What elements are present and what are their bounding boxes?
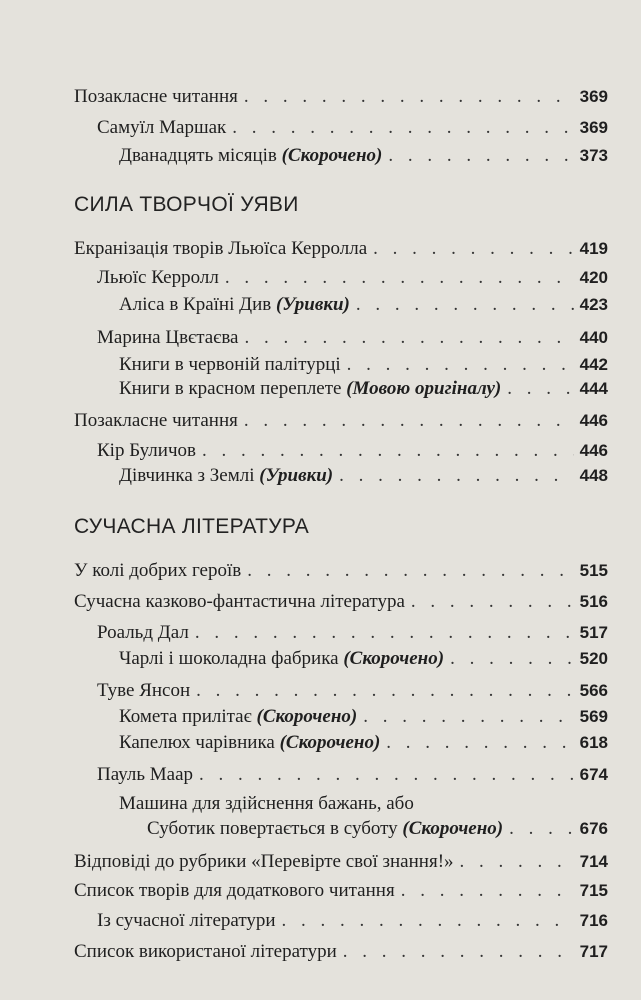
- entry-title: Туве Янсон: [97, 680, 191, 701]
- page-number: 442: [579, 355, 608, 374]
- entry-title: Дівчинка з Землі: [119, 465, 260, 486]
- toc-entry: [97, 440, 608, 464]
- leader-dots: [195, 622, 574, 644]
- entry-title: Книги в червоній палітурці: [119, 354, 341, 375]
- entry-title: Льюїс Керролл: [97, 267, 219, 288]
- leader-dots: [509, 818, 574, 840]
- toc-entry: [97, 622, 608, 646]
- entry-title: Чарлі і шоколадна фабрика: [119, 648, 344, 669]
- toc-entry: [74, 591, 608, 615]
- leader-dots: [244, 410, 574, 432]
- page-number: 419: [579, 239, 608, 258]
- page-number: 714: [579, 852, 608, 871]
- entry-title: Пауль Маар: [97, 764, 194, 785]
- entry-title: Марина Цвєтаєва: [97, 327, 239, 348]
- entry-title: Капелюх чарівника: [119, 732, 280, 753]
- toc-entry: [119, 378, 608, 402]
- leader-dots: [225, 267, 574, 289]
- leader-dots: [339, 465, 574, 487]
- entry-note: (Уривки): [275, 294, 350, 315]
- toc-entry: [97, 764, 608, 788]
- page-number: 618: [579, 733, 608, 752]
- toc-entry: [119, 732, 608, 756]
- leader-dots: [196, 680, 573, 702]
- leader-dots: [244, 327, 573, 349]
- page-number: 373: [579, 146, 608, 165]
- leader-dots: [247, 560, 573, 582]
- toc-entry: [97, 910, 608, 934]
- page-number: 448: [579, 466, 608, 485]
- page-number: 446: [579, 411, 608, 430]
- leader-dots: [363, 706, 573, 728]
- page-number: 440: [579, 328, 608, 347]
- page-number: 520: [579, 649, 608, 668]
- entry-note: (Скорочено): [279, 732, 381, 753]
- toc-entry: [119, 465, 608, 489]
- leader-dots: [460, 851, 574, 873]
- page-number: 369: [579, 118, 608, 137]
- toc-entry: [74, 238, 608, 262]
- toc-entry: [119, 648, 608, 672]
- leader-dots: [282, 910, 574, 932]
- leader-dots: [356, 294, 574, 316]
- leader-dots: [199, 764, 574, 786]
- page-number: 369: [579, 87, 608, 106]
- entry-title: Кір Буличов: [97, 440, 196, 461]
- leader-dots: [386, 732, 573, 754]
- section-heading: СИЛА ТВОРЧОЇ УЯВИ: [74, 193, 299, 216]
- leader-dots: [450, 648, 574, 670]
- toc-entry: [74, 880, 608, 904]
- entry-title: Самуїл Маршак: [97, 117, 227, 138]
- entry-title: Позакласне читання: [74, 410, 238, 431]
- page-number: 446: [579, 441, 608, 460]
- page-number: 420: [579, 268, 608, 287]
- entry-title: Сучасна казково-фантастична література: [74, 591, 405, 612]
- leader-dots: [373, 238, 573, 260]
- leader-dots: [343, 941, 574, 963]
- entry-note: (Скорочено): [281, 145, 383, 166]
- toc-entry: [119, 354, 608, 378]
- entry-title: Список використаної літератури: [74, 941, 337, 962]
- leader-dots: [232, 117, 573, 139]
- leader-dots: [347, 354, 574, 376]
- page-number: 674: [579, 765, 608, 784]
- entry-title: Позакласне читання: [74, 86, 238, 107]
- page-number: 566: [579, 681, 608, 700]
- entry-note: (Уривки): [259, 465, 334, 486]
- leader-dots: [507, 378, 573, 400]
- page-number: 717: [579, 942, 608, 961]
- entry-note: (Скорочено): [402, 818, 504, 839]
- leader-dots: [401, 880, 574, 902]
- entry-note: (Скорочено): [256, 706, 358, 727]
- toc-entry: [97, 680, 608, 704]
- entry-title: Комета прилітає: [119, 706, 257, 727]
- toc-entry: [74, 410, 608, 434]
- toc-entry: [147, 818, 608, 842]
- toc-entry: [74, 86, 608, 110]
- leader-dots: [244, 86, 574, 108]
- page-number: 676: [579, 819, 608, 838]
- toc-entry: [74, 851, 608, 875]
- page-number: 569: [579, 707, 608, 726]
- page-number: 515: [579, 561, 608, 580]
- entry-title: Дванадцять місяців: [119, 145, 282, 166]
- entry-title: Відповіді до рубрики «Перевірте свої знання!»: [74, 851, 454, 872]
- toc-entry: [74, 560, 608, 584]
- section-heading: СУЧАСНА ЛІТЕРАТУРА: [74, 515, 310, 538]
- toc-entry: [119, 145, 608, 169]
- entry-title: Екранізація творів Льюїса Керролла: [74, 238, 368, 259]
- entry-title-line: Машина для здійснення бажань, або: [119, 793, 414, 814]
- toc-entry: [119, 294, 608, 318]
- entry-title: Суботик повертається в суботу: [147, 818, 403, 839]
- page-number: 716: [579, 911, 608, 930]
- leader-dots: [411, 591, 574, 613]
- entry-note: (Мовою оригіналу): [346, 378, 502, 399]
- page-number: 516: [579, 592, 608, 611]
- toc-entry: [97, 327, 608, 351]
- entry-title: Аліса в Країні Див: [119, 294, 276, 315]
- toc-entry: [119, 706, 608, 730]
- page-number: 444: [579, 379, 608, 398]
- toc-entry: [97, 267, 608, 291]
- entry-title: Книги в красном переплете: [119, 378, 347, 399]
- page-number: 423: [579, 295, 608, 314]
- page-number: 517: [579, 623, 608, 642]
- leader-dots: [388, 145, 573, 167]
- leader-dots: [202, 440, 574, 462]
- entry-title: Роальд Дал: [97, 622, 189, 643]
- entry-title: У колі добрих героїв: [74, 560, 242, 581]
- toc-entry: [97, 117, 608, 141]
- toc-entry: [74, 941, 608, 965]
- entry-title: Із сучасної літератури: [97, 910, 276, 931]
- entry-note: (Скорочено): [343, 648, 445, 669]
- entry-title: Список творів для додаткового читання: [74, 880, 395, 901]
- page-number: 715: [579, 881, 608, 900]
